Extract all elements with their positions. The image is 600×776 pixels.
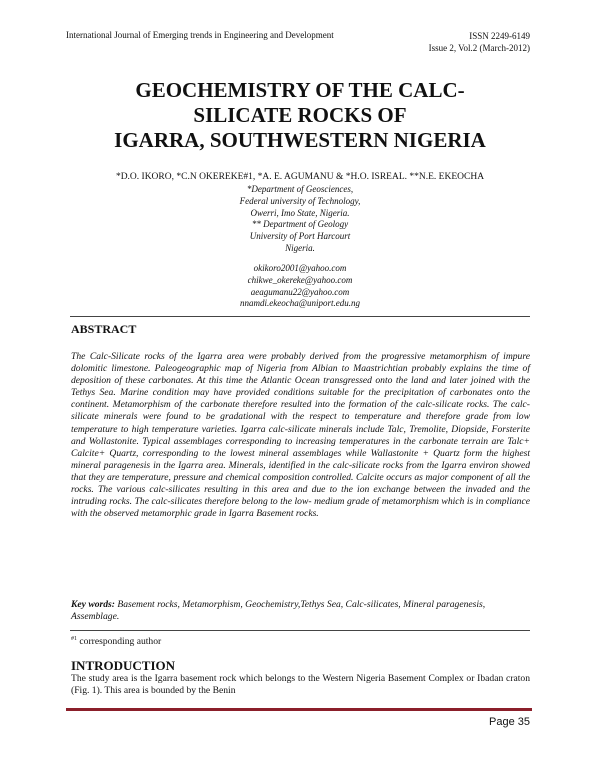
divider bbox=[70, 316, 530, 317]
issue: Issue 2, Vol.2 (March-2012) bbox=[428, 43, 530, 53]
author-email: okikoro2001@yahoo.com bbox=[253, 263, 347, 273]
abstract-heading: ABSTRACT bbox=[71, 322, 137, 336]
introduction-text: The study area is the Igarra basement rock which belongs to the Western Nigeria Basement Complex or Ibadan craton (Fig. 1). This area is bounded by the Benin bbox=[71, 673, 530, 697]
affiliations bbox=[0, 184, 600, 255]
author-email: nnamdi.ekeocha@uniport.edu.ng bbox=[239, 298, 360, 309]
affiliation-line: Federal university of Technology, bbox=[239, 195, 361, 206]
title-line-2: SILICATE ROCKS OF bbox=[193, 103, 407, 127]
email-list bbox=[0, 263, 600, 310]
affiliation-line: University of Port Harcourt bbox=[249, 231, 351, 242]
journal-issue-info bbox=[429, 30, 530, 54]
page-number: Page 35 bbox=[489, 716, 530, 728]
issn: ISSN 2249-6149 bbox=[469, 31, 530, 41]
footer-rule bbox=[66, 708, 532, 711]
introduction-heading: INTRODUCTION bbox=[71, 658, 176, 673]
keywords-text: Basement rocks, Metamorphism, Geochemistry,Tethys Sea, Calc-silicates, Mineral paragenesis, Assemblage. bbox=[71, 599, 486, 623]
divider bbox=[70, 630, 530, 631]
footnote-text: corresponding author bbox=[79, 636, 162, 648]
paper-title bbox=[0, 78, 600, 153]
abstract-text: The Calc-Silicate rocks of the Igarra area were probably derived from the progressive metamorphism of impure dolomitic limestone. Paleogeographic map of Nigeria from Albian to Maastrichtian probably explains the time of deposition of these carbonates. At this time the Atlantic Ocean transgressed onto the land and later joined with the Tethys Sea. Marine condition may have provided conditions suitable for the precipitation of carbonates onto the continent. Metamorphism of the carbonate therefore resulted into the formation of the calc-silicate rocks. The calc-silicate minerals were found to be gradational with the respect to temperature and therefore grade from low temperature to high temperature varieties. Igarra calc-silicate minerals include Talc, Tremolite, Diopside, Forsterite and Wollastonite. Typical assemblages corresponding to increasing temperatures in the carbonate terrain are Talc+ Calcite+ Quartz, corresponding to the lowest mineral assemblages while Wallastonite + Quartz form the highest mineral paragenesis in the Igarra area. Minerals, identified in the calc-silicate rocks from the Igarra environ showed that they are temperature, pressure and chemical composition controlled. Calcite occurs as major component of all the rocks. The various calc-silicates resulting in this area and due to the ion exchange between the invaded and the intruding rocks. The calc-silicates therefore belong to the low- medium grade of metamorphism which is in compliance with the observed metamorphic grade in Igarra Basement rocks. bbox=[71, 351, 530, 520]
footnote bbox=[71, 636, 161, 647]
author-email: aeagumanu22@yahoo.com bbox=[250, 286, 350, 297]
keywords bbox=[71, 599, 530, 623]
title-line-1: GEOCHEMISTRY OF THE CALC- bbox=[135, 78, 465, 102]
footnote-mark: #1 bbox=[71, 636, 77, 642]
affiliation-line: Owerri, Imo State, Nigeria. bbox=[250, 207, 350, 218]
affiliation-line: Nigeria. bbox=[285, 242, 315, 253]
author-email: chikwe_okereke@yahoo.com bbox=[247, 274, 353, 285]
author-list: *D.O. IKORO, *C.N OKEREKE#1, *A. E. AGUMANU & *H.O. ISREAL. **N.E. EKEOCHA bbox=[115, 172, 485, 182]
keywords-label: Key words: bbox=[71, 599, 115, 610]
affiliation-line: *Department of Geosciences, bbox=[246, 184, 354, 194]
title-line-3: IGARRA, SOUTHWESTERN NIGERIA bbox=[114, 128, 486, 152]
affiliation-line: ** Department of Geology bbox=[251, 219, 349, 230]
journal-name: International Journal of Emerging trends in Engineering and Development bbox=[66, 30, 334, 40]
